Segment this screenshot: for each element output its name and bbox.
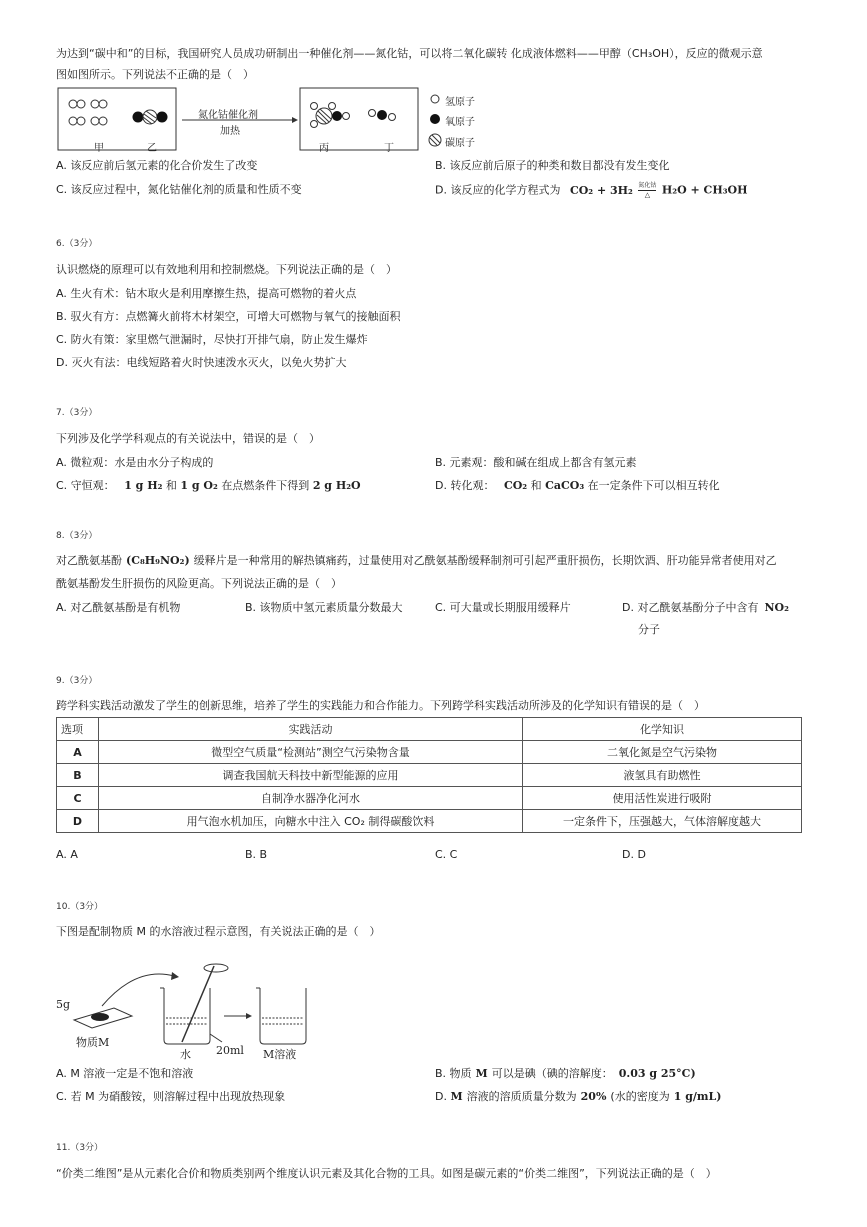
table-row: A 微型空气质量“检测站”测空气污染物含量 二氧化氮是空气污染物 [57, 741, 802, 764]
solution-diagram [56, 948, 316, 1048]
substance-m [91, 1013, 109, 1021]
q9-table [56, 717, 802, 833]
water-label: 水 [180, 1048, 191, 1061]
q9-number: 9.（3分） [56, 676, 98, 686]
header-knowledge: 化学知识 [523, 718, 802, 741]
q10-number: 10.（3分） [56, 902, 104, 912]
q6-option-a: A. 生火有术：钻木取火是利用摩擦生热，提高可燃物的着火点 [56, 287, 357, 300]
solution-label: M溶液 [263, 1048, 297, 1061]
q10-stem: 下图是配制物质 M 的水溶液过程示意图，有关说法正确的是（ ） [56, 925, 381, 938]
q5-option-d: D. 该反应的化学方程式为 CO₂ + 3H₂ 氮化钴 △ H₂O + CH₃OH [435, 182, 748, 199]
q6-option-d: D. 灭火有法：电线短路着火时快速泼水灭火，以免火势扩大 [56, 356, 347, 369]
q5-option-c: C. 该反应过程中，氮化钴催化剂的质量和性质不变 [56, 183, 302, 196]
co2-molecule [133, 110, 168, 124]
stirring-rod [182, 966, 214, 1042]
q8-option-b: B. 该物质中氢元素质量分数最大 [245, 601, 403, 614]
q7-number: 7.（3分） [56, 408, 98, 418]
q9-option-d: D. D [622, 848, 646, 861]
q8-stem-line2: 酰氨基酚发生肝损伤的风险更高。下列说法正确的是（ ） [56, 577, 342, 590]
table-row: D 用气泡水机加压，向糖水中注入 CO₂ 制得碳酸饮料 一定条件下，压强越大，气体溶解度越大 [57, 810, 802, 833]
q7-option-c: C. 守恒观： 1 g H₂ 和 1 g O₂ 在点燃条件下得到 2 g H₂O [56, 479, 361, 492]
heat-label: 加热 [220, 126, 240, 137]
q11-number: 11.（3分） [56, 1143, 104, 1153]
q8-option-d-cont: 分子 [638, 623, 660, 636]
q5-option-b: B. 该反应前后原子的种类和数目都没有发生变化 [435, 159, 670, 172]
catalyst-label: 氮化钴催化剂 [198, 110, 258, 121]
reaction-diagram [56, 84, 496, 154]
q5-option-a: A. 该反应前后氢元素的化合价发生了改变 [56, 159, 258, 172]
oxygen-atom-icon [430, 114, 440, 124]
q9-stem: 跨学科实践活动激发了学生的创新思维，培养了学生的实践能力和合作能力。下列跨学科实践活动所涉及的化学知识有错误的是（ ） [56, 699, 705, 712]
label-ding: 丁 [384, 143, 394, 154]
transfer-arrow [102, 974, 174, 1006]
q10-option-b: B. 物质 M 可以是碘（碘的溶解度： 0.03 g 25°C) [435, 1067, 696, 1080]
q10-option-a: A. M 溶液一定是不饱和溶液 [56, 1067, 194, 1080]
table-row: B 调查我国航天科技中新型能源的应用 液氢具有助燃性 [57, 764, 802, 787]
label-bing: 丙 [319, 143, 329, 154]
q5-stem-line1: 为达到“碳中和”的目标，我国研究人员成功研制出一种催化剂——氮化钴，可以将二氧化碳转 化成液体燃料——甲醇（CH₃OH），反应的微观示意 [56, 47, 763, 60]
legend-carbon: 碳原子 [445, 138, 475, 149]
legend-hydrogen: 氢原子 [445, 97, 475, 108]
q6-option-c: C. 防火有策：家里燃气泄漏时，尽快打开排气扇，防止发生爆炸 [56, 333, 368, 346]
water-molecule [369, 110, 396, 121]
q7-option-b: B. 元素观：酸和碱在组成上都含有氢元素 [435, 456, 637, 469]
q6-number: 6.（3分） [56, 239, 98, 249]
label-jia: 甲 [94, 143, 104, 154]
q8-option-c: C. 可大量或长期服用缓释片 [435, 601, 571, 614]
rotation-icon [204, 964, 228, 972]
q7-stem: 下列涉及化学学科观点的有关说法中，错误的是（ ） [56, 432, 320, 445]
legend-oxygen: 氧原子 [445, 117, 475, 128]
q9-option-b: B. B [245, 848, 268, 861]
q7-option-d: D. 转化观： CO₂ 和 CaCO₃ 在一定条件下可以相互转化 [435, 479, 720, 492]
q11-stem: “价类二维图”是从元素化合价和物质类别两个维度认识元素及其化合物的工具。如图是碳元素的“价类二维图”，下列说法正确的是（ ） [56, 1167, 717, 1180]
header-activity: 实践活动 [99, 718, 523, 741]
label-yi: 乙 [147, 143, 157, 154]
q7-option-a: A. 微粒观：水是由水分子构成的 [56, 456, 214, 469]
q6-stem: 认识燃烧的原理可以有效地利用和控制燃烧。下列说法正确的是（ ） [56, 263, 397, 276]
substance-m-label: 物质M [76, 1036, 110, 1049]
q8-option-a: A. 对乙酰氨基酚是有机物 [56, 601, 181, 614]
table-header-row [57, 718, 802, 741]
q8-stem-line1: 对乙酰氨基酚 (C₈H₉NO₂) 缓释片是一种常用的解热镇痛药，过量使用对乙酰氨基酚缓释制剂可引起严重肝损伤，长期饮酒、肝功能异常者使用对乙 [56, 554, 777, 567]
beaker-solution [256, 988, 306, 1044]
hydrogen-molecules [69, 100, 107, 125]
header-option: 选项 [57, 718, 99, 741]
table-row: C 自制净水器净化河水 使用活性炭进行吸附 [57, 787, 802, 810]
carbon-atom-icon [429, 134, 441, 146]
q10-option-d: D. M 溶液的溶质质量分数为 20% (水的密度为 1 g/mL) [435, 1090, 722, 1103]
hydrogen-atom-icon [431, 95, 439, 103]
q10-option-c: C. 若 M 为硝酸铵，则溶解过程中出现放热现象 [56, 1090, 286, 1103]
q6-option-b: B. 驭火有方：点燃篝火前将木材架空，可增大可燃物与氧气的接触面积 [56, 310, 401, 323]
methanol-molecule [311, 103, 350, 128]
q5-stem-line2: 图如图所示。下列说法不正确的是（ ） [56, 68, 254, 81]
q9-option-a: A. A [56, 848, 78, 861]
mass-label: 5g [56, 998, 71, 1011]
volume-label: 20ml [216, 1044, 244, 1057]
q8-option-d: D. 对乙酰氨基酚分子中含有 NO₂ [622, 601, 789, 614]
q9-option-c: C. C [435, 848, 458, 861]
q8-number: 8.（3分） [56, 531, 98, 541]
